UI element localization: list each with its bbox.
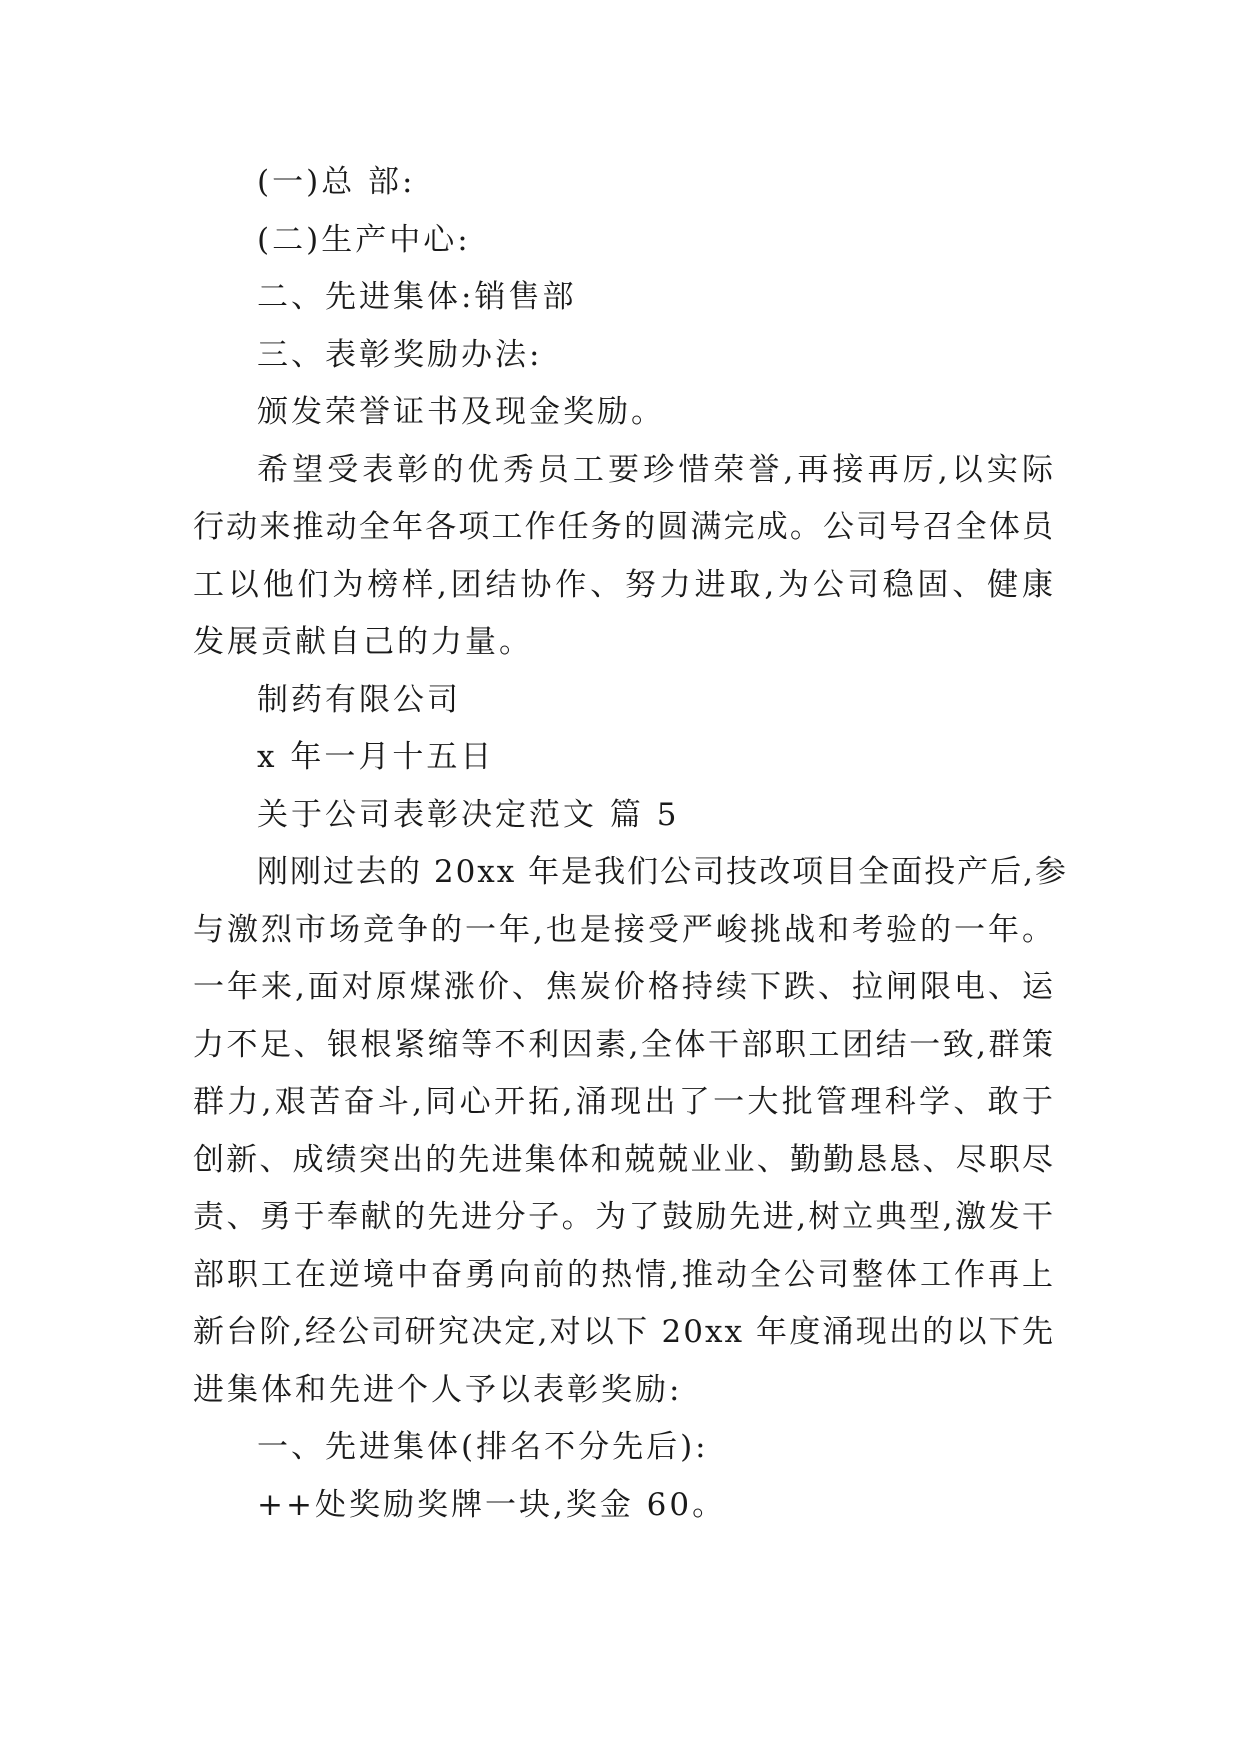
text-line: (一)总 部:	[257, 164, 416, 200]
text-line: 发展贡献自己的力量。	[193, 624, 533, 660]
text-line: 力不足、银根紧缩等不利因素,全体干部职工团结一致,群策	[193, 1026, 1055, 1063]
text-line: 新台阶,经公司研究决定,对以下 20xx 年度涌现出的以下先	[193, 1314, 1055, 1350]
text-line: x 年一月十五日	[257, 739, 495, 775]
text-line: 制药有限公司	[257, 681, 461, 718]
text-line: 责、勇于奉献的先进分子。为了鼓励先进,树立典型,激发干	[193, 1199, 1055, 1235]
text-line: 二、先进集体:销售部	[257, 279, 577, 315]
text-line: 三、表彰奖励办法:	[257, 336, 543, 373]
text-line: 一、先进集体(排名不分先后):	[257, 1429, 709, 1465]
text-line: 群力,艰苦奋斗,同心开拓,涌现出了一大批管理科学、敢于	[193, 1084, 1055, 1120]
text-line: 希望受表彰的优秀员工要珍惜荣誉,再接再厉,以实际	[257, 451, 1055, 488]
text-line: 进集体和先进个人予以表彰奖励:	[193, 1371, 683, 1408]
text-line: 行动来推动全年各项工作任务的圆满完成。公司号召全体员	[193, 509, 1055, 545]
text-line: 颁发荣誉证书及现金奖励。	[257, 394, 665, 430]
text-line: 与激烈市场竞争的一年,也是接受严峻挑战和考验的一年。	[193, 911, 1055, 948]
text-line: 创新、成绩突出的先进集体和兢兢业业、勤勤恳恳、尽职尽	[193, 1141, 1055, 1178]
text-line: (二)生产中心:	[257, 221, 471, 258]
text-line: ++处奖励奖牌一块,奖金 60。	[257, 1486, 727, 1523]
text-line: 一年来,面对原煤涨价、焦炭价格持续下跌、拉闸限电、运	[193, 969, 1055, 1005]
text-line: 工以他们为榜样,团结协作、努力进取,为公司稳固、健康	[193, 566, 1055, 603]
text-line: 部职工在逆境中奋勇向前的热情,推动全公司整体工作再上	[193, 1256, 1055, 1293]
section-heading: 关于公司表彰决定范文 篇 5	[257, 796, 680, 833]
text-line: 刚刚过去的 20xx 年是我们公司技改项目全面投产后,参	[257, 854, 1068, 890]
document-body	[193, 154, 1068, 1534]
